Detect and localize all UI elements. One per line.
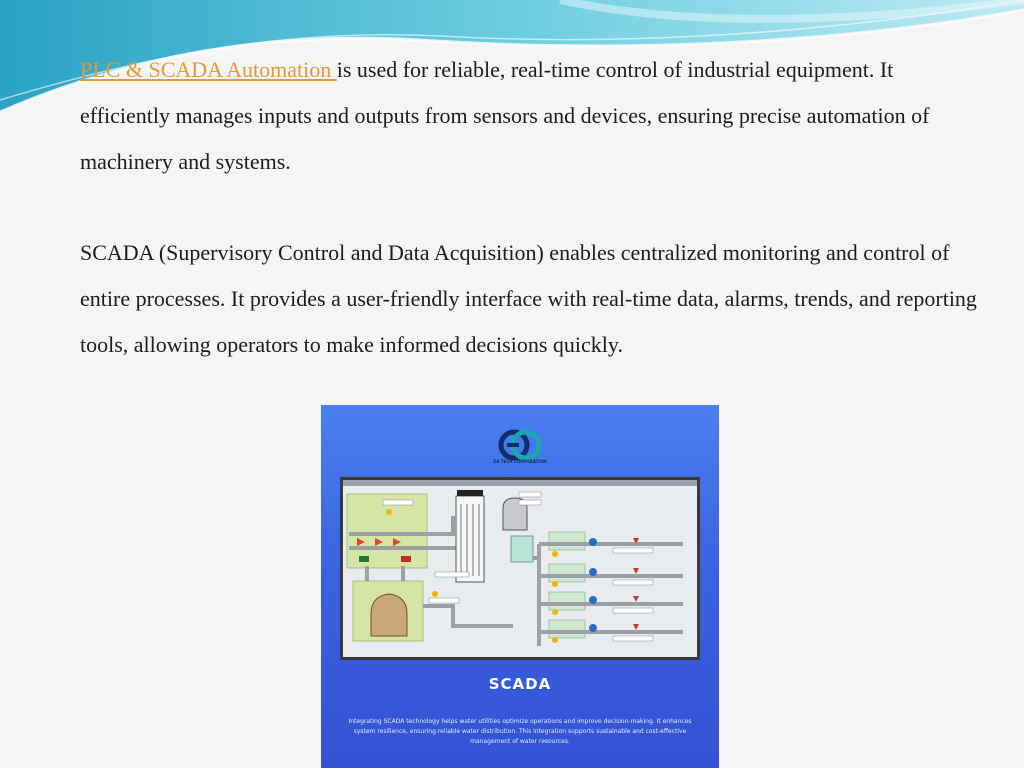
scada-figure <box>321 405 719 768</box>
scada-hmi-screenshot <box>340 477 700 660</box>
intro-paragraph <box>80 47 980 185</box>
hmi-process-diagram <box>343 486 697 657</box>
logo-caption: EA TECH CORPORATION <box>493 459 547 464</box>
figure-title: SCADA <box>488 675 552 693</box>
plc-scada-link[interactable]: PLC & SCADA Automation <box>80 57 337 82</box>
intro-paragraph-text: is used for reliable, real-time control of industrial equipment. It efficiently manages inputs and outputs from sensors and devices, ensuring precise automation of machinery and systems. <box>80 57 930 174</box>
scada-paragraph: SCADA (Supervisory Control and Data Acquisition) enables centralized monitoring and control of entire processes. It provides a user-friendly interface with real-time data, alarms, trends, and reporting tools, allowing operators to make informed decisions quickly. <box>80 240 977 357</box>
figure-caption: Integrating SCADA technology helps water utilities optimize operations and improve decision-making. It enhances system resilience, ensuring reliable water distribution. This integration supports sustainable and cost-effective management of water resources. <box>348 718 692 745</box>
